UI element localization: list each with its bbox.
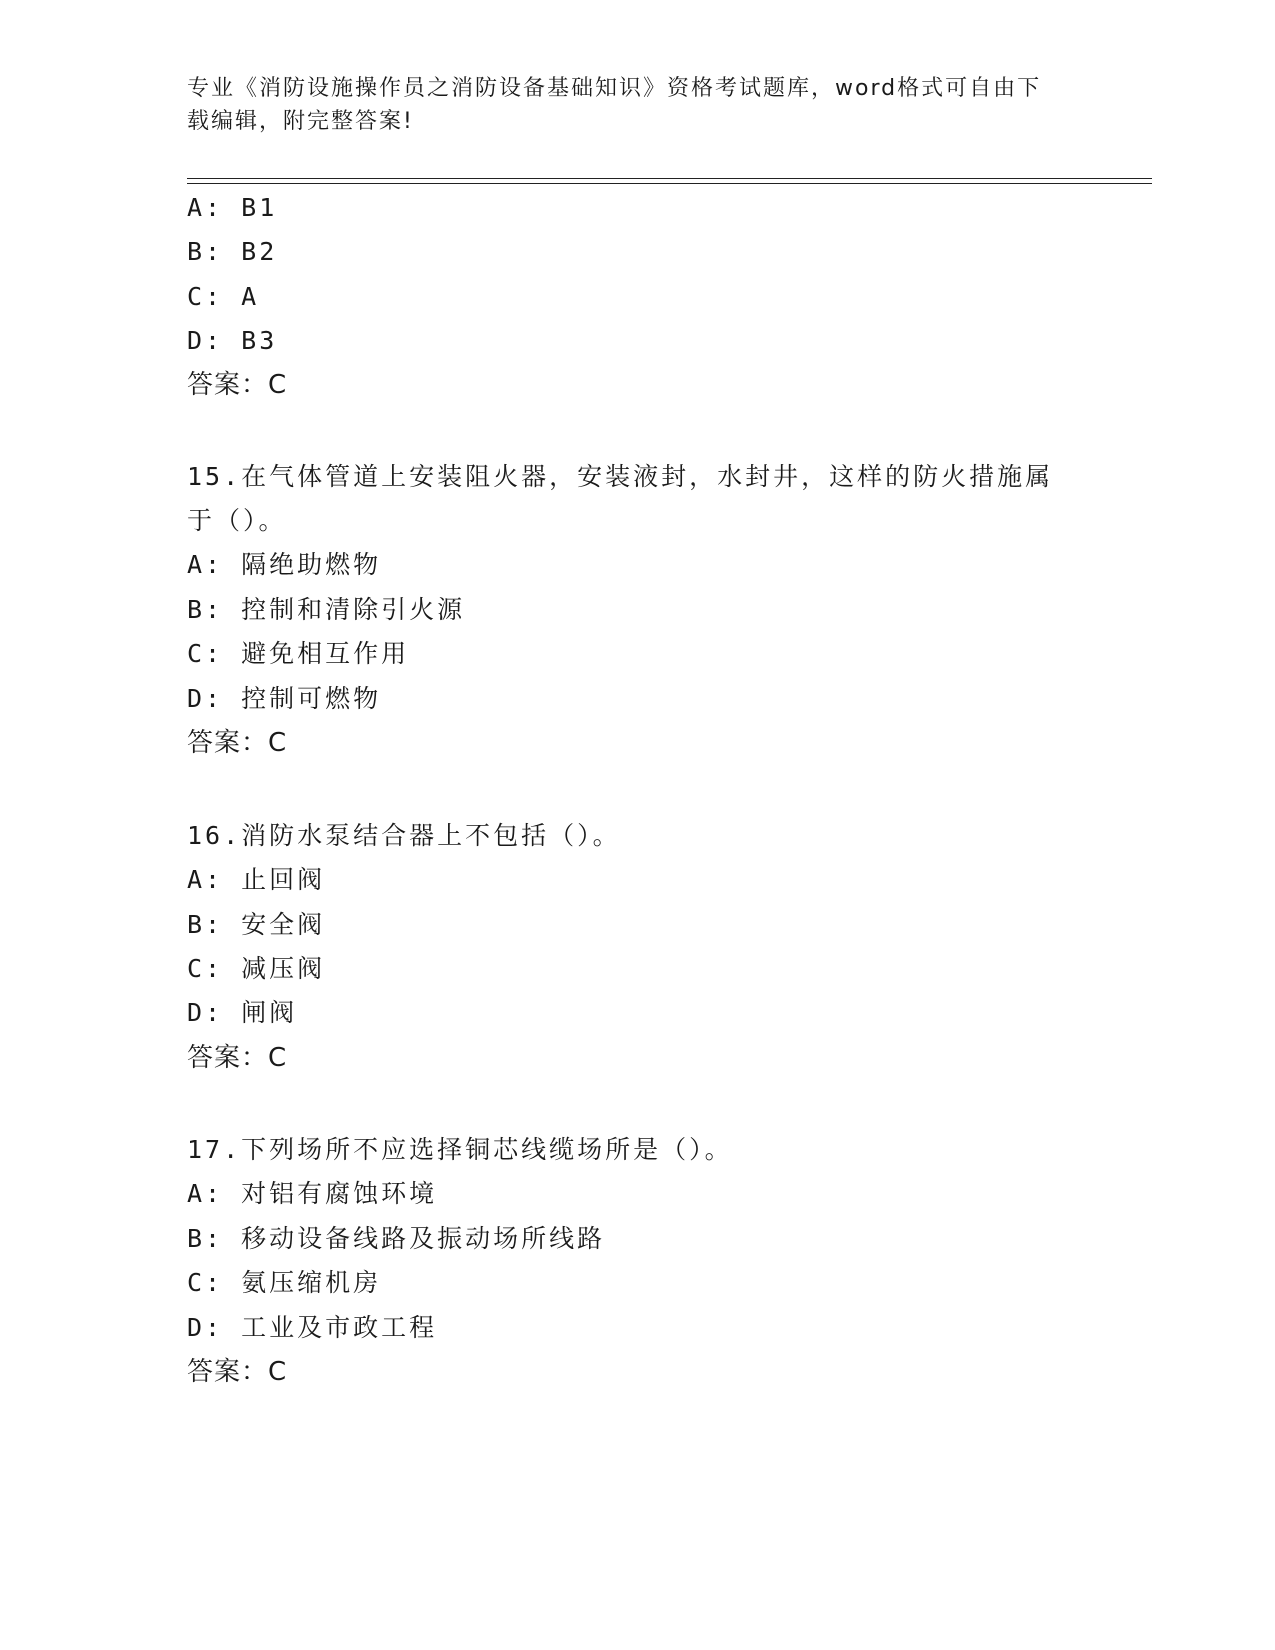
answer-line: 答案：C — [187, 728, 288, 758]
header-line-1: 专业《消防设施操作员之消防设备基础知识》资格考试题库，word格式可自由下 — [187, 76, 1042, 101]
answer-line: 答案：C — [187, 1357, 288, 1387]
option-b: B: 安全阀 — [187, 910, 326, 939]
answer-line: 答案：C — [187, 370, 288, 400]
option-a: A: 止回阀 — [187, 865, 326, 894]
question-stem-continued: 于（）。 — [187, 506, 287, 535]
option-c: C: 避免相互作用 — [187, 639, 410, 668]
option-a: A: 对铝有腐蚀环境 — [187, 1179, 438, 1208]
option-b: B: 移动设备线路及振动场所线路 — [187, 1224, 606, 1253]
header-divider-bottom — [187, 183, 1152, 184]
question-stem: 15.在气体管道上安装阻火器，安装液封，水封井，这样的防火措施属 — [187, 462, 1054, 491]
document-header — [187, 72, 1087, 138]
option-d: D: 闸阀 — [187, 998, 298, 1027]
option-a: A: B1 — [187, 193, 278, 222]
option-c: C: 氨压缩机房 — [187, 1268, 382, 1297]
option-a: A: 隔绝助燃物 — [187, 550, 382, 579]
question-stem: 16.消防水泵结合器上不包括（）。 — [187, 821, 621, 850]
option-c: C: 减压阀 — [187, 954, 326, 983]
option-d: D: B3 — [187, 326, 278, 355]
answer-line: 答案：C — [187, 1043, 288, 1073]
option-b: B: 控制和清除引火源 — [187, 595, 466, 624]
option-b: B: B2 — [187, 237, 278, 266]
header-line-2: 载编辑，附完整答案! — [187, 109, 414, 134]
option-c: C: A — [187, 282, 260, 311]
header-divider-top — [187, 178, 1152, 179]
option-d: D: 工业及市政工程 — [187, 1313, 438, 1342]
question-stem: 17.下列场所不应选择铜芯线缆场所是（）。 — [187, 1135, 733, 1164]
option-d: D: 控制可燃物 — [187, 684, 382, 713]
